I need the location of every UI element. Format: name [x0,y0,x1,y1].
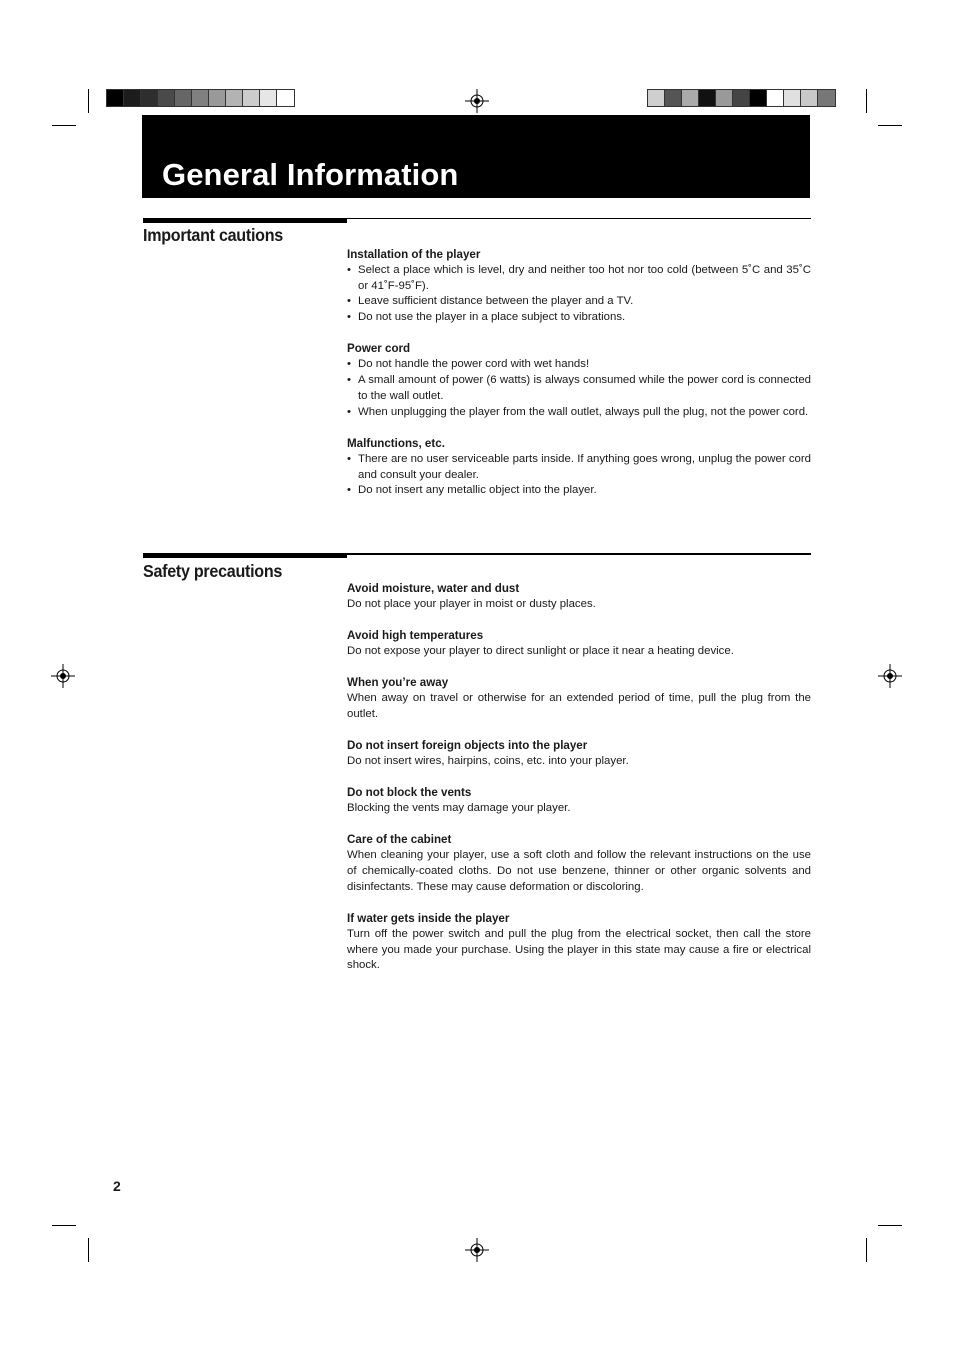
list-item: • Leave sufficient distance between the player and a TV. [347,294,811,310]
crop-mark [52,1225,76,1226]
precaution-block-text: Blocking the vents may damage your player. [347,801,571,814]
color-swatch [192,90,209,106]
color-swatch [648,90,665,106]
precaution-block-text: Do not insert wires, hairpins, coins, etc. into your player. [347,754,629,767]
color-swatch [699,90,716,106]
color-swatch [733,90,750,106]
precaution-block [347,785,811,817]
crosshair-registration-icon [878,664,902,688]
list-item: • There are no user serviceable parts inside. If anything goes wrong, unplug the power cord and consult your dealer. [347,452,811,484]
crop-mark [866,89,867,113]
precaution-block-title: Avoid high temperatures [347,629,484,643]
precaution-block-text: Do not place your player in moist or dusty places. [347,597,596,610]
precaution-block [347,832,811,895]
list-item: • When unplugging the player from the wall outlet, always pull the plug, not the power cord. [347,405,811,421]
color-swatch [277,90,294,106]
crop-mark [88,89,89,113]
caution-block [347,436,811,499]
color-swatch [665,90,682,106]
color-swatch [818,90,835,106]
color-swatch [243,90,260,106]
color-swatch [141,90,158,106]
precaution-block-text: Turn off the power switch and pull the plug from the electrical socket, then call the store where you made your purchase. Using the player in this state may cause a fire or electrical shock. [347,927,811,972]
title-banner [142,115,810,198]
crop-mark [52,125,76,126]
color-swatch [107,90,124,106]
list-item: • Do not handle the power cord with wet hands! [347,357,811,373]
list-item: • A small amount of power (6 watts) is always consumed while the power cord is connected to the wall outlet. [347,373,811,405]
crop-mark [866,1238,867,1262]
color-swatch [767,90,784,106]
list-item: • Do not use the player in a place subject to vibrations. [347,310,811,326]
precaution-block-title: When you’re away [347,676,449,690]
precaution-block-title: Do not insert foreign objects into the player [347,739,588,753]
color-swatch [158,90,175,106]
section-rule-thick [143,218,347,223]
caution-block [347,247,811,326]
section-rule-thin [347,218,811,219]
crop-mark [878,125,902,126]
page-number: 2 [113,1178,121,1194]
color-swatch [124,90,141,106]
caution-list [347,357,811,420]
precaution-block-title: If water gets inside the player [347,911,510,925]
caution-block-title: Malfunctions, etc. [347,436,445,450]
caution-list [347,452,811,499]
precaution-block [347,581,811,613]
color-swatch [801,90,818,106]
section-rule-thin [347,553,811,555]
precaution-block-text: Do not expose your player to direct sunlight or place it near a heating device. [347,644,734,657]
crosshair-registration-icon [51,664,75,688]
precaution-block-title: Do not block the vents [347,786,472,800]
section-rule-thick [143,553,347,558]
list-item: • Select a place which is level, dry and neither too hot nor too cold (between 5˚C and 35˚C or 41˚F-95˚F). [347,263,811,295]
safety-precautions-content [347,581,811,990]
crosshair-registration-icon [465,89,489,113]
color-swatch [226,90,243,106]
color-swatch [209,90,226,106]
precaution-block-text: When cleaning your player, use a soft cloth and follow the relevant instructions on the use of chemically-coated cloths. Do not use benzene, thinner or other organic solvents and disinfectants. These may cause deformation or discoloring. [347,849,811,893]
color-swatch [750,90,767,106]
precaution-block-title: Care of the cabinet [347,833,452,847]
precaution-block [347,628,811,660]
caution-block-title: Power cord [347,342,411,356]
precaution-block [347,738,811,770]
caution-list [347,263,811,326]
color-swatch [175,90,192,106]
page-title: General Information [162,157,459,192]
precaution-block [347,675,811,722]
precaution-block [347,911,811,974]
section-heading-safety-precautions: Safety precautions [143,561,283,581]
crop-mark [88,1238,89,1262]
caution-block [347,341,811,420]
crosshair-registration-icon [465,1238,489,1262]
color-swatch [260,90,277,106]
precaution-block-text: When away on travel or otherwise for an extended period of time, pull the plug from the outlet. [347,691,811,720]
color-bar-right [647,89,836,107]
caution-block-title: Installation of the player [347,248,481,261]
crop-mark [878,1225,902,1226]
important-cautions-content [347,247,811,515]
list-item: • Do not insert any metallic object into the player. [347,483,811,499]
color-bar-left [106,89,295,107]
section-heading-important-cautions: Important cautions [143,225,283,245]
color-swatch [716,90,733,106]
color-swatch [784,90,801,106]
precaution-block-title: Avoid moisture, water and dust [347,582,520,595]
color-swatch [682,90,699,106]
